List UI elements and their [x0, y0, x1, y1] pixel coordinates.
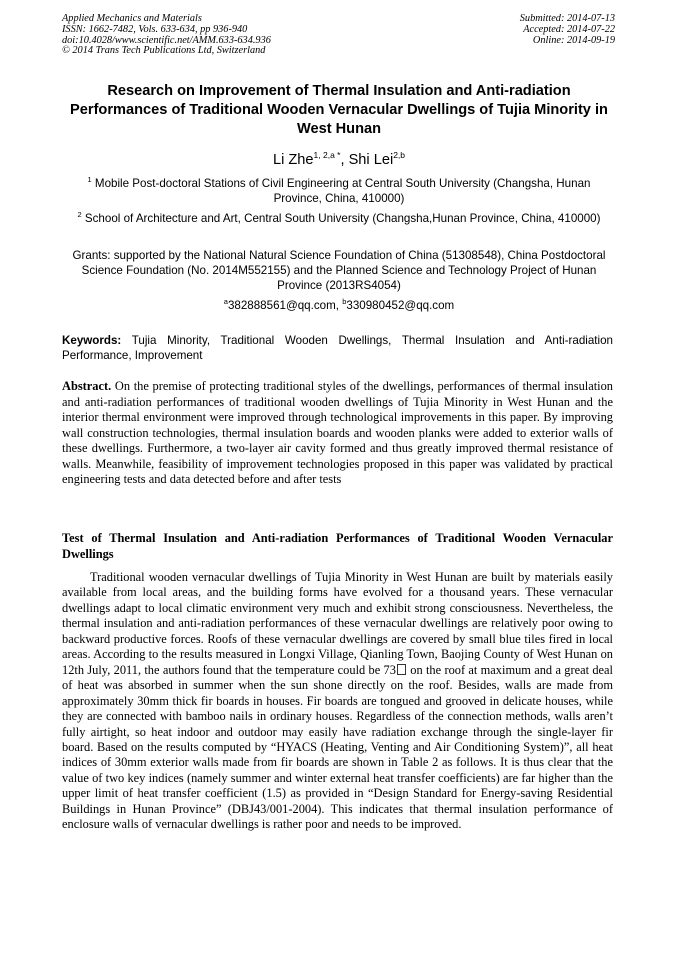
copyright-line: © 2014 Trans Tech Publications Ltd, Switzerland	[62, 45, 266, 57]
email-b[interactable]: 330980452@qq.com	[346, 299, 455, 312]
author-separator: ,	[340, 152, 349, 168]
author-1-affiliation-mark: 1, 2,a *	[313, 150, 341, 160]
keywords-text: Tujia Minority, Traditional Wooden Dwellings, Thermal Insulation and Anti-radiation Performance, Improvement	[62, 334, 613, 363]
body-text-part-2: on the roof at maximum and a great deal of heat was absorbed in summer when the sun shone directly on the roof. Besides, walls are made from approximately 30mm thick fir boards in houses. Fir boards are tongued and grooved in delicate houses, while they are connected with bamboo nails in ordinary houses. Regardless of the connection methods, walls aren’t fully airtight, so heat indoor and outdoor may easily have radiation exchange through the single-layer fir board. Based on the results computed by “HYACS (Heating, Venting and Air Conditioning System)”, all heat indices of 30mm exterior walls made from fir boards are shown in Table 2 as follows. It is thus clear that the value of two key indices (namely summer and winter external heat transfer coefficients) are far higher than the upper limit of heat transfer coefficient (1.5) as provided in “Design Standard for Energy-saving Residential Buildings in Hunan Province” (DBJ43/001-2004). This indicates that thermal insulation performance of enclosure walls of vernacular dwellings is rather poor and needs to be improved.	[62, 662, 613, 832]
email-separator: ,	[335, 299, 343, 312]
doi-line: doi:10.4028/www.scientific.net/AMM.633-634.936	[62, 34, 271, 46]
keywords	[62, 333, 613, 363]
paper-title: Research on Improvement of Thermal Insulation and Anti-radiation Performances of Traditional Wooden Vernacular Dwellings of Tujia Minority in West Hunan	[70, 83, 608, 137]
journal-name: Applied Mechanics and Materials	[62, 13, 202, 24]
affiliation-1-mark: 1	[87, 175, 92, 184]
issn-line: ISSN: 1662-7482, Vols. 633-634, pp 936-940	[62, 23, 248, 35]
abstract-label: Abstract.	[62, 379, 112, 393]
author-emails	[62, 298, 616, 313]
abstract-text: On the premise of protecting traditional styles of the dwellings, performances of thermal insulation and anti-radiation performances of traditional wooden dwellings of Tujia Minority in West Hunan and the interior thermal environment were improved through technological improvements in this paper. By improving wall construction technologies, thermal insulation boards and wooden planks were added to exterior walls of these dwellings. Furthermore, a two-layer air cavity formed and thus greatly improved thermal resistance of walls. Meanwhile, feasibility of improvement technologies proposed in this paper was validated by practical engineering tests and data detected before and after tests	[62, 379, 613, 486]
grants-statement: Grants: supported by the National Natural Science Foundation of China (51308548), China Postdoctoral Science Foundation (No. 2014M552155) and the Planned Science and Technology Project of Hunan Province (2013RS4054)	[72, 249, 606, 293]
body-text-part-1: Traditional wooden vernacular dwellings of Tujia Minority in West Hunan are built by materials easily available from local areas, and the building forms have evolved for a thousand years. These vernacular dwellings adapt to local climatic environment very much and exhibit strong consciousness. Nevertheless, the thermal insulation and anti-radiation performances of these vernacular dwellings are relatively poor owing to backward productive forces. Roofs of these vernacular dwellings are covered by small blue tiles fired in local areas. According to the results measured in Longxi Village, Qianling Town, Baojing County of West Hunan on 12th July, 2011, the authors found that the temperature could be 73	[62, 570, 613, 677]
affiliation-2	[62, 211, 616, 226]
email-a-mark: a	[223, 297, 228, 306]
affiliation-1	[62, 176, 616, 206]
email-a[interactable]: 382888561@qq.com	[227, 299, 336, 312]
online-date: Online: 2014-09-19	[532, 34, 615, 46]
journal-header-left	[62, 14, 271, 57]
body-paragraph	[62, 570, 613, 833]
missing-glyph-icon	[397, 664, 406, 675]
author-2-affiliation-mark: 2,b	[393, 150, 406, 160]
abstract	[62, 379, 613, 488]
affiliation-2-mark: 2	[77, 210, 82, 219]
submitted-date: Submitted: 2014-07-13	[519, 13, 615, 24]
author-line	[0, 150, 678, 170]
journal-header-right	[520, 14, 615, 46]
keywords-label: Keywords:	[62, 334, 122, 347]
section-heading: Test of Thermal Insulation and Anti-radiation Performances of Traditional Wooden Vernacular Dwellings	[62, 531, 613, 561]
email-b-mark: b	[342, 297, 347, 306]
author-1-name: Li Zhe	[272, 152, 314, 168]
accepted-date: Accepted: 2014-07-22	[523, 23, 615, 35]
affiliation-1-text: Mobile Post-doctoral Stations of Civil Engineering at Central South University (Changsha, Hunan Province, China, 410000)	[94, 177, 591, 206]
author-2-name: Shi Lei	[348, 152, 394, 168]
affiliation-2-text: School of Architecture and Art, Central South University (Changsha,Hunan Province, China, 410000)	[84, 212, 601, 225]
